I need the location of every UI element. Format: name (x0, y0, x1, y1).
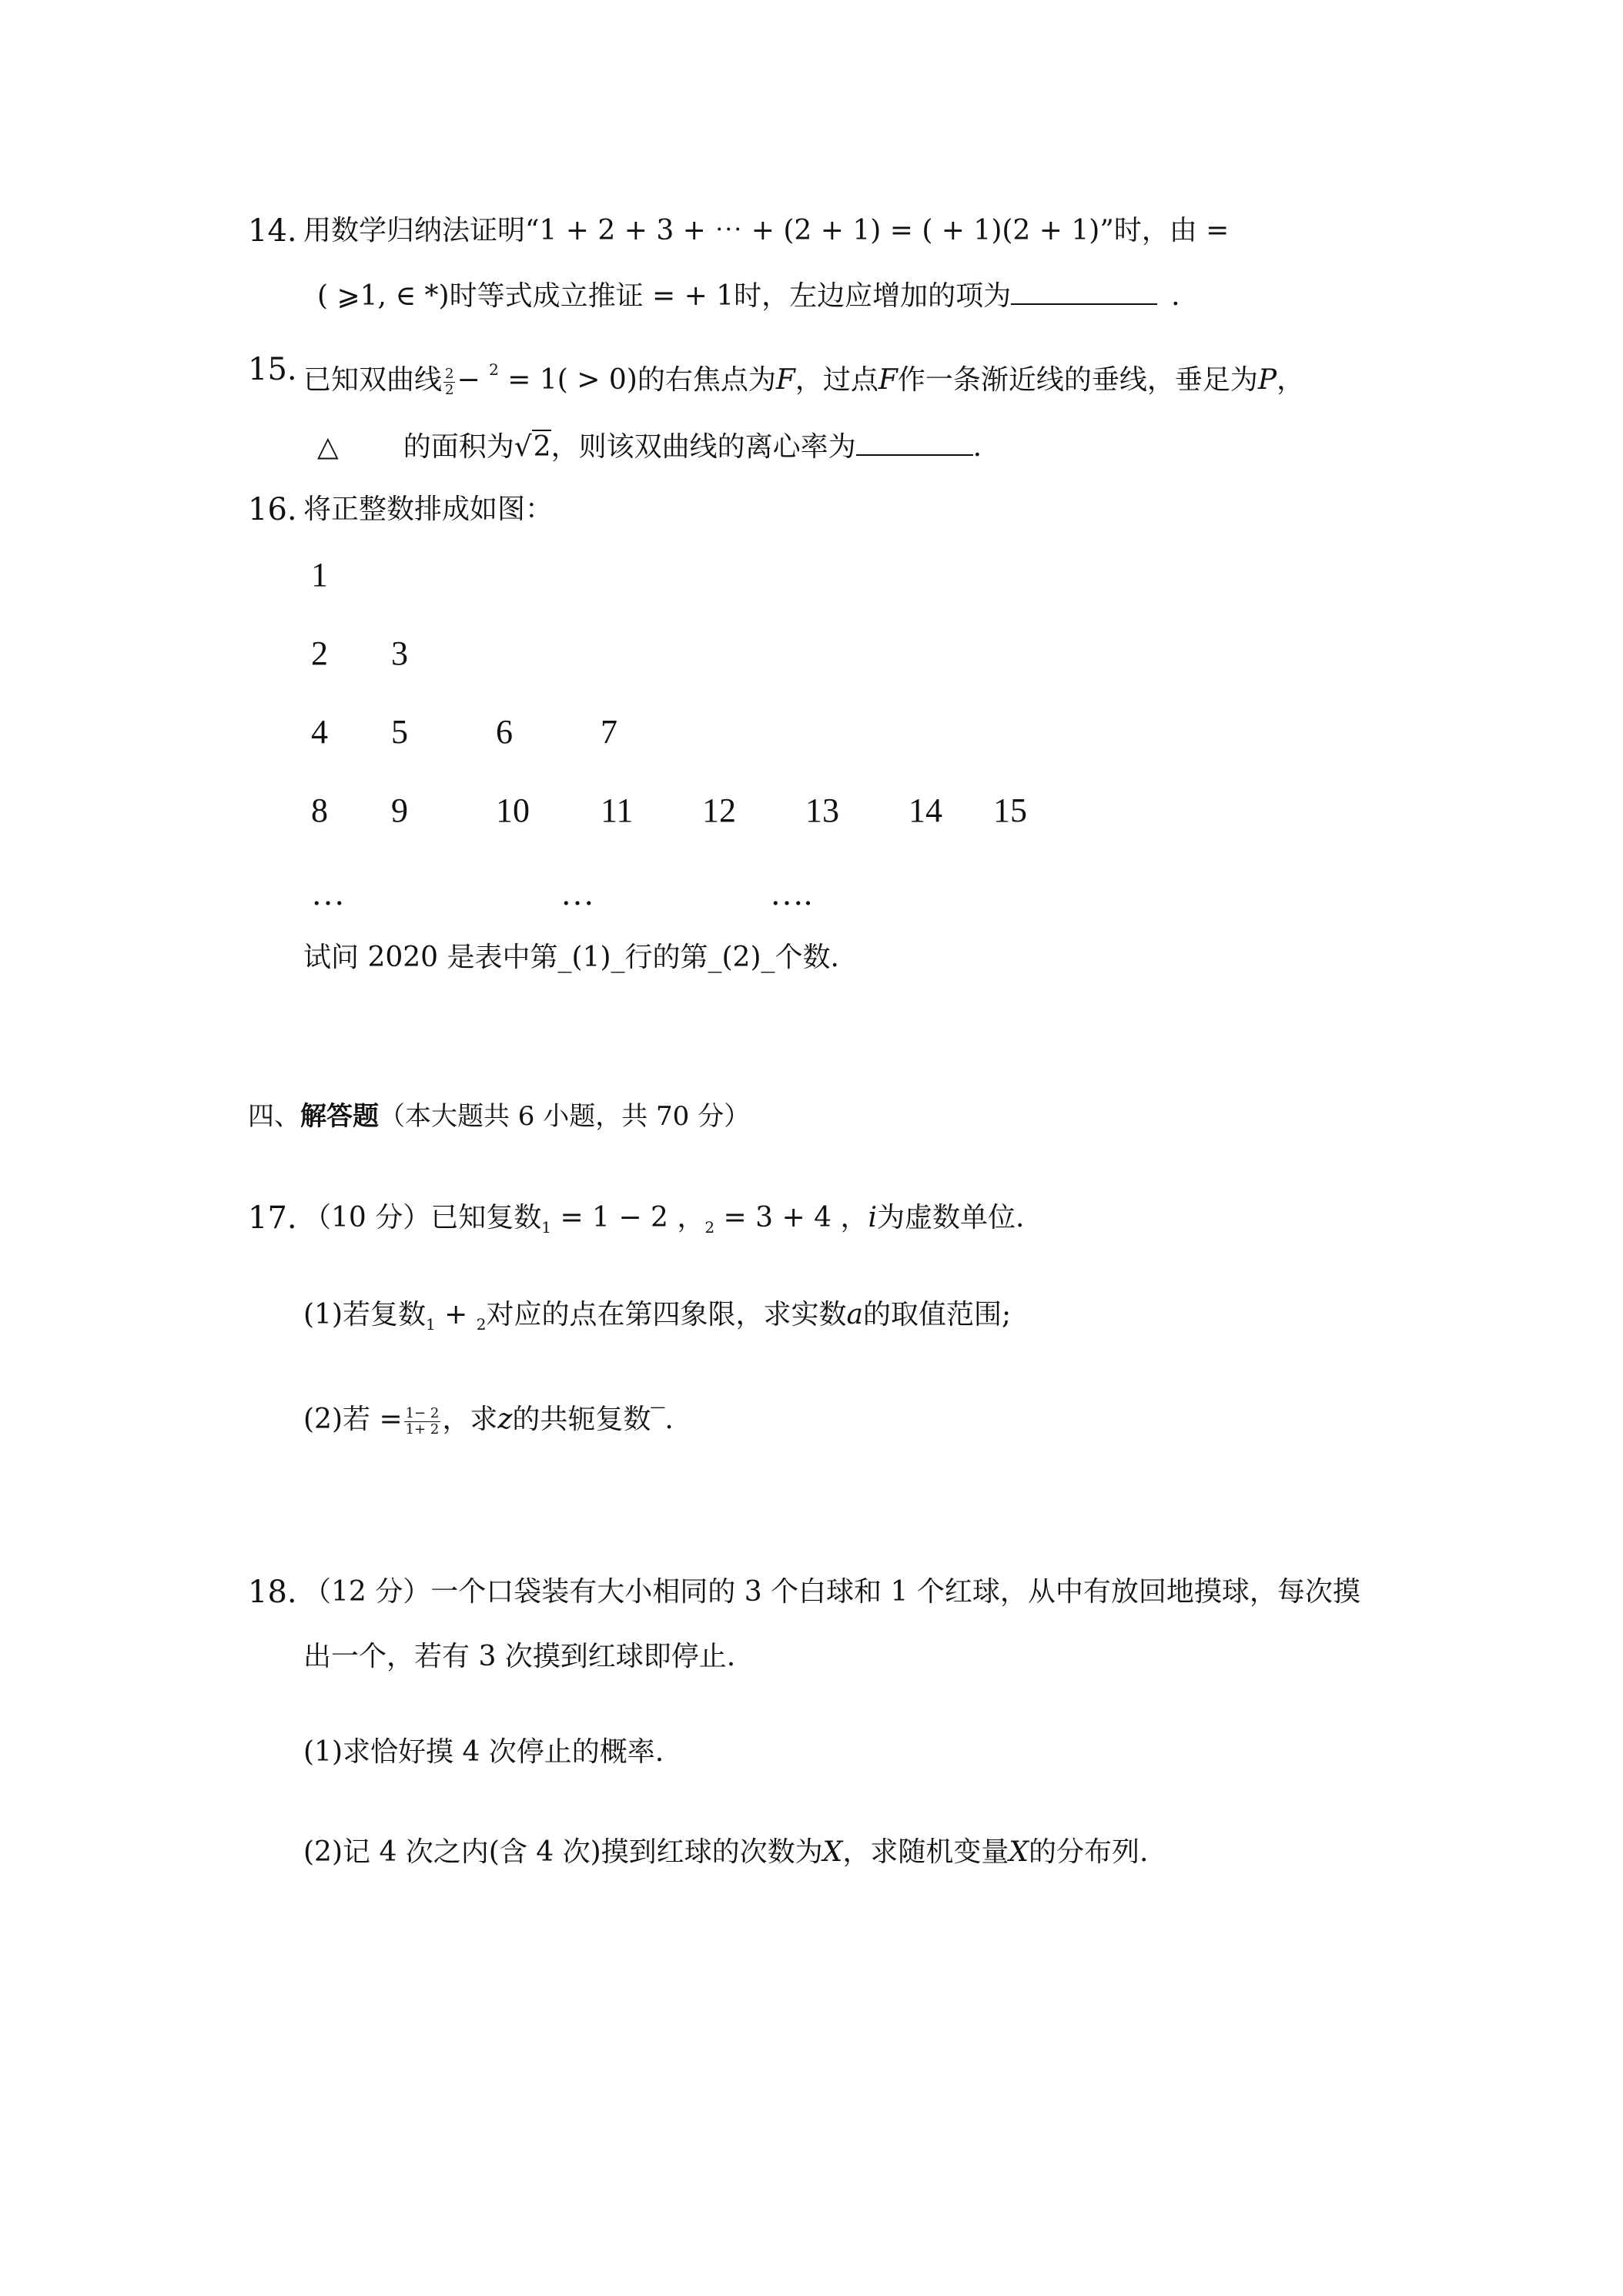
q14-text: 用数学归纳法证明“ (303, 215, 540, 246)
q18-p2-x: X (1009, 1836, 1029, 1868)
grid-cell: 10 (496, 792, 530, 829)
q15-text: 的面积为 (403, 431, 514, 463)
q15-sqrt-sign: √ (514, 431, 532, 463)
q17-number: 17. (248, 1200, 297, 1236)
grid-cell: 5 (391, 713, 408, 751)
q17-p1-text: (1)若复数 (303, 1299, 426, 1330)
q17-p1-a: a (846, 1299, 864, 1330)
q15-focus-f2: F (878, 364, 898, 396)
q14-formula: 1 + 2 + 3 + ⋯ + (2 + 1) = ( + 1)(2 + 1) (539, 215, 1100, 246)
q18-p2-x: X (822, 1836, 843, 1868)
q14-answer-blank[interactable] (1011, 277, 1157, 305)
grid-cell: 1 (311, 556, 328, 594)
q15-fraction (443, 366, 455, 398)
grid-cell: 7 (601, 713, 617, 751)
q17-p2-fraction (404, 1406, 441, 1438)
grid-cell: 9 (391, 792, 408, 829)
q14-period: . (1171, 280, 1180, 312)
q15-comma: ， (1277, 364, 1305, 396)
q17-z2: = 3 + 4 ， (714, 1202, 868, 1233)
q18-stem-1: （12 分）一个口袋装有大小相同的 3 个白球和 1 个红球，从中有放回地摸球，每次摸 (303, 1576, 1360, 1608)
q17-p2-bar: ‾ (651, 1404, 665, 1435)
q15-sup: 2 (489, 360, 499, 379)
q17-part-2 (303, 1403, 674, 1438)
q17-p1-text: 的取值范围; (863, 1299, 1012, 1330)
q16-question: 试问 2020 是表中第_(1)_行的第_(2)_个数. (303, 942, 839, 973)
q17-p2-text: 的共轭复数 (512, 1404, 651, 1435)
q18-stem-2: 出一个，若有 3 次摸到红球即停止. (303, 1641, 736, 1672)
q17-p1-text: 对应的点在第四象限，求实数 (486, 1299, 847, 1330)
grid-cell: 2 (311, 634, 328, 672)
q15-focus-f: F (775, 364, 795, 396)
q15-answer-blank[interactable] (856, 428, 973, 456)
q17-part-1 (303, 1298, 1011, 1341)
q17-p2-z: z (497, 1404, 513, 1435)
q15-foot-p: P (1257, 364, 1277, 396)
q15-number: 15. (248, 352, 297, 387)
section-note: （本大题共 6 小题，共 70 分） (379, 1101, 751, 1132)
q18-p2-text: (2)记 4 次之内(含 4 次)摸到红球的次数为 (303, 1836, 823, 1868)
q15-text: ，则该双曲线的离心率为 (550, 431, 856, 463)
q17-text: （10 分）已知复数 (303, 1202, 542, 1233)
grid-cell: 15 (993, 792, 1027, 829)
q15-text: 已知双曲线 (303, 364, 443, 396)
q15-minus: − (457, 364, 490, 396)
q17-p1-sub: 2 (476, 1315, 487, 1334)
grid-cell: 14 (909, 792, 942, 829)
q16-number: 16. (248, 492, 297, 527)
q18-p2-text: 的分布列. (1028, 1836, 1149, 1868)
q14-text: 时，左边应增加的项为 (734, 280, 1012, 312)
q16-stem: 将正整数排成如图： (303, 494, 554, 525)
grid-ellipsis: …. (770, 875, 812, 912)
q17-p2-period: . (664, 1404, 674, 1435)
q17-p2-frac-num: 1− 2 (405, 1404, 440, 1421)
q15-text: 作一条渐近线的垂线，垂足为 (897, 364, 1258, 396)
q15-line-2 (317, 428, 982, 464)
q18-number: 18. (248, 1575, 297, 1610)
section-header (248, 1099, 750, 1133)
grid-cell: 3 (391, 634, 408, 672)
q14-line-1 (303, 214, 1229, 248)
q17-stem (303, 1201, 1024, 1244)
q15-eq: = 1( > 0)的右焦点为 (498, 364, 776, 396)
grid-cell: 4 (311, 713, 328, 751)
q15-text: ，过点 (795, 364, 878, 396)
grid-cell: 12 (702, 792, 736, 829)
q18-part-2 (303, 1836, 1148, 1869)
q17-p2-text: ，求 (442, 1404, 498, 1435)
grid-cell: 6 (496, 713, 513, 751)
q14-condition: ( ⩾1, ∈ *)时等式成立推证 = + 1 (317, 280, 735, 312)
grid-ellipsis: … (311, 875, 345, 912)
grid-cell: 8 (311, 792, 328, 829)
q17-p2-frac-den: 1+ 2 (405, 1421, 440, 1438)
q14-text: ”时，由 = (1099, 215, 1230, 246)
q15-period: . (972, 431, 982, 463)
q15-triangle: △ (317, 431, 339, 463)
q17-p2-text: (2)若 = (303, 1404, 403, 1435)
q15-line-1 (303, 353, 1304, 398)
q14-line-2 (317, 277, 1180, 313)
q17-p1-plus: + (435, 1299, 477, 1330)
q17-sub: 2 (704, 1218, 715, 1237)
q17-z1: = 1 − 2 ， (551, 1202, 705, 1233)
section-title: 解答题 (300, 1101, 379, 1132)
q17-sub: 1 (541, 1218, 551, 1237)
q18-part-1: (1)求恰好摸 4 次停止的概率. (303, 1736, 664, 1768)
grid-cell: 11 (601, 792, 634, 829)
q17-text: 为虚数单位. (876, 1202, 1025, 1233)
q15-sqrt-value: 2 (533, 431, 551, 463)
grid-cell: 13 (805, 792, 839, 829)
q15-frac-den: 2 (445, 381, 454, 398)
q14-number: 14. (248, 213, 297, 249)
q17-p1-sub: 1 (426, 1315, 436, 1334)
q18-p2-text: ，求随机变量 (842, 1836, 1009, 1868)
q17-i: i (868, 1202, 877, 1233)
grid-ellipsis: … (561, 875, 594, 912)
section-prefix: 四、 (248, 1101, 300, 1132)
q15-frac-num: 2 (445, 365, 454, 382)
